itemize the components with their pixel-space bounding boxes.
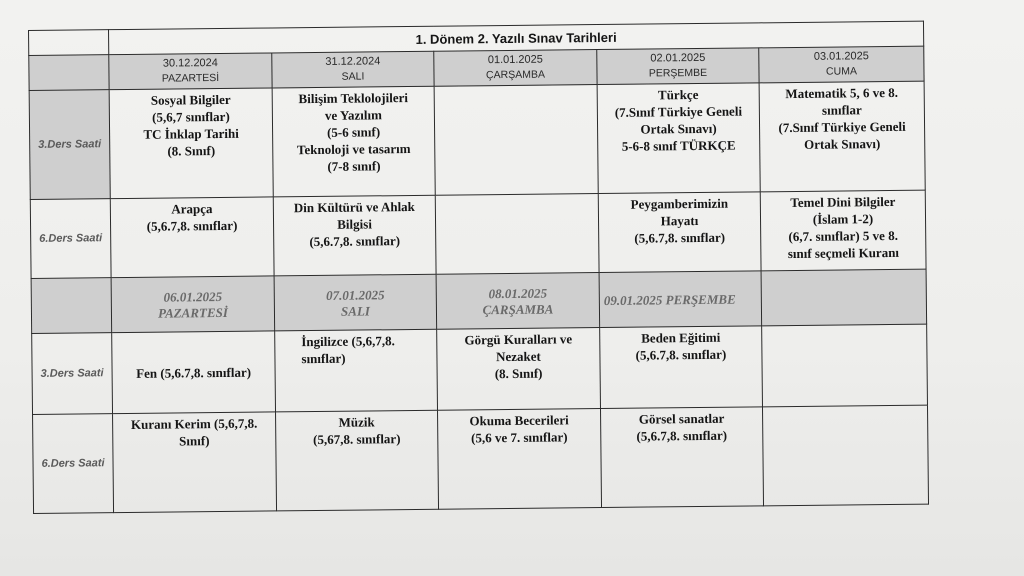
date-text: 06.01.2025 bbox=[163, 288, 223, 305]
day-text: PAZARTESİ bbox=[157, 304, 228, 321]
exam-text: Görgü Kuralları ve Nezaket (8. Sınıf) bbox=[464, 331, 573, 382]
week2-header-row bbox=[31, 269, 927, 333]
day-text: CUMA bbox=[825, 65, 857, 78]
exam-cell bbox=[435, 194, 599, 275]
week2-period6-row bbox=[33, 405, 929, 513]
exam-text: Fen (5,6.7,8. sınıflar) bbox=[136, 364, 252, 381]
exam-cell bbox=[276, 410, 439, 511]
exam-cell bbox=[438, 409, 602, 510]
date-cell bbox=[599, 271, 762, 328]
exam-cell bbox=[600, 326, 763, 409]
exam-text: Türkçe (7.Sınıf Türkiye Geneli Ortak Sınavı) 5-6-8 sınıf TÜRKÇE bbox=[614, 86, 743, 154]
exam-text: Beden Eğitimi (5,6.7,8. sınıflar) bbox=[635, 329, 727, 363]
date-text: 30.12.2024 bbox=[162, 57, 218, 70]
header-blank-cell bbox=[31, 278, 112, 334]
exam-cell bbox=[598, 192, 761, 273]
exam-text: Sosyal Bilgiler (5,6,7 sınıflar) TC İnklap Tarihi (8. Sınıf) bbox=[143, 91, 239, 159]
date-cell bbox=[274, 274, 437, 331]
date-text bbox=[762, 297, 926, 299]
exam-cell bbox=[110, 197, 274, 278]
date-cell bbox=[272, 51, 434, 88]
exam-cell bbox=[760, 190, 926, 271]
exam-schedule-table bbox=[28, 21, 929, 514]
exam-text: Arapça (5,6.7,8. sınıflar) bbox=[146, 201, 238, 234]
period-label: 3.Ders Saati bbox=[32, 333, 113, 415]
exam-cell bbox=[437, 328, 601, 411]
exam-text: Matematik 5, 6 ve 8. sınıflar (7.Sınıf Türkiye Geneli Ortak Sınavı) bbox=[778, 84, 906, 152]
date-cell bbox=[109, 53, 272, 90]
date-text: 08.01.2025 bbox=[488, 285, 548, 301]
date-cell bbox=[111, 276, 275, 333]
exam-cell bbox=[597, 83, 760, 194]
exam-text bbox=[763, 406, 927, 412]
day-text: ÇARŞAMBA bbox=[482, 301, 554, 317]
exam-cell bbox=[434, 85, 598, 196]
exam-cell bbox=[762, 324, 928, 407]
day-text: SALI bbox=[340, 302, 370, 319]
date-cell bbox=[436, 273, 600, 330]
exam-cell bbox=[109, 88, 273, 199]
exam-text bbox=[436, 194, 598, 200]
exam-text: Görsel sanatlar (5,6.7,8. sınıflar) bbox=[636, 410, 728, 444]
date-text: 31.12.2024 bbox=[325, 55, 381, 68]
week2-period3-row bbox=[32, 324, 928, 414]
date-text: 03.01.2025 bbox=[813, 50, 869, 63]
date-cell bbox=[597, 48, 759, 85]
corner-cell bbox=[29, 30, 109, 56]
exam-text bbox=[762, 325, 926, 331]
day-text: ÇARŞAMBA bbox=[485, 68, 546, 82]
day-text: SALI bbox=[341, 70, 365, 83]
exam-text: Peygamberimizin Hayatı (5,6.7,8. sınıflar) bbox=[630, 195, 729, 246]
date-text: 01.01.2025 bbox=[487, 53, 543, 67]
exam-cell bbox=[273, 195, 436, 276]
exam-cell bbox=[759, 81, 925, 192]
date-cell bbox=[761, 269, 927, 326]
exam-text: Temel Dini Bilgiler (İslam 1-2) (6,7. sınıflar) 5 ve 8. sınıf seçmeli Kuranı bbox=[787, 193, 900, 262]
week1-period3-row bbox=[29, 81, 925, 199]
date-cell bbox=[434, 50, 597, 87]
exam-cell bbox=[113, 412, 277, 513]
exam-cell bbox=[275, 329, 438, 412]
exam-text: Bilişim Teklolojileri ve Yazılım (5-6 sınıf) Teknoloji ve tasarım (7-8 sınıf) bbox=[296, 90, 411, 174]
header-blank-cell bbox=[29, 55, 109, 91]
exam-text: Müzik (5,67,8. sınıflar) bbox=[313, 414, 401, 448]
period-label: 6.Ders Saati bbox=[30, 199, 111, 279]
exam-text: Din Kültürü ve Ahlak Bilgisi (5,6.7,8. sınıflar) bbox=[293, 198, 415, 250]
exam-text bbox=[435, 85, 597, 91]
period-label: 3.Ders Saati bbox=[29, 90, 110, 200]
exam-text: Okuma Becerileri (5,6 ve 7. sınıflar) bbox=[469, 412, 569, 446]
table-title: 1. Dönem 2. Yazılı Sınav Tarihleri bbox=[109, 21, 924, 55]
date-text: 02.01.2025 bbox=[650, 51, 706, 65]
exam-cell bbox=[762, 405, 928, 506]
exam-cell bbox=[112, 331, 276, 414]
date-text: 09.01.2025 PERŞEMBE bbox=[603, 291, 736, 308]
exam-cell bbox=[600, 407, 763, 508]
exam-cell bbox=[272, 86, 435, 197]
week1-period6-row bbox=[30, 190, 926, 278]
period-label: 6.Ders Saati bbox=[33, 414, 114, 514]
date-text: 07.01.2025 bbox=[325, 286, 385, 303]
day-text: PERŞEMBE bbox=[648, 66, 708, 80]
exam-text: İngilizce (5,6,7,8. sınıflar) bbox=[301, 333, 395, 367]
exam-text: Kuranı Kerim (5,6,7,8. Sınıf) bbox=[130, 415, 258, 449]
day-text: PAZARTESİ bbox=[161, 72, 220, 85]
date-cell bbox=[759, 46, 924, 83]
